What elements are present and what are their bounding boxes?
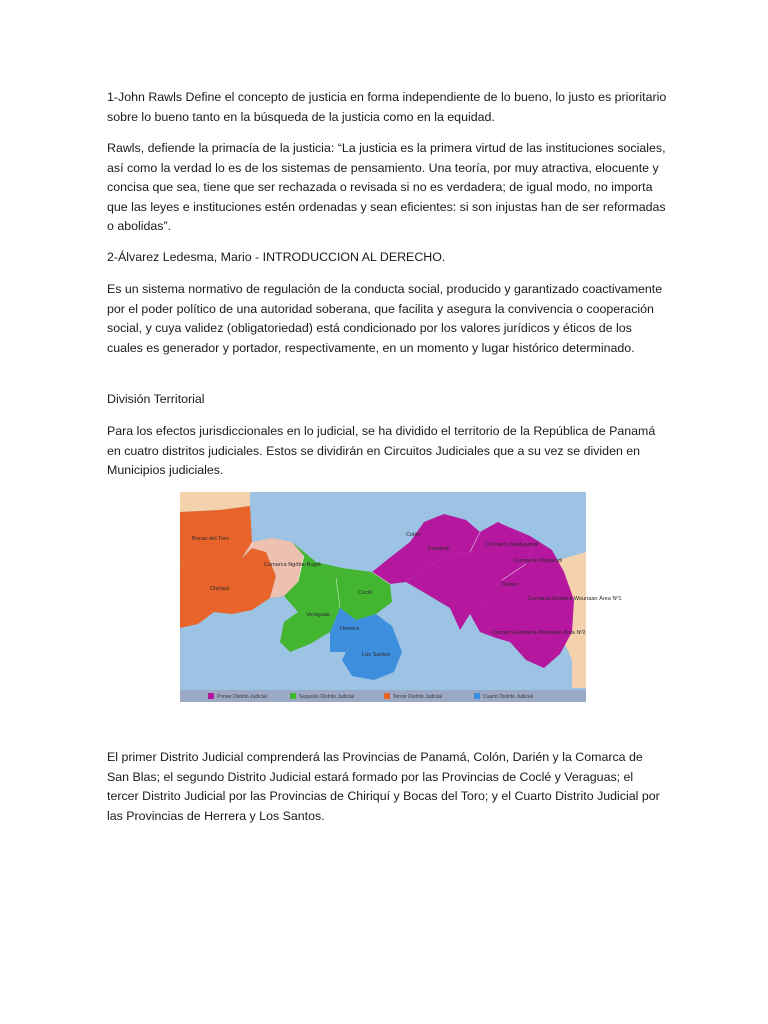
legend-label-primer: Primer Distrito Judicial	[217, 694, 267, 700]
paragraph-text: El primer Distrito Judicial comprenderá las Provincias de Panamá, Colón, Darién y la Comarca de San Blas; el segundo Distrito Judicial estará formado por las Provincias de Coclé y Veraguas; el tercer Distrito Judicial por las Provincias de Chiriquí y Bocas del Toro; y el Cuarto Distrito Judicial por las Provincias de Herrera y Los Santos.	[107, 750, 660, 823]
paragraph-text: 2-Álvarez Ledesma, Mario - INTRODUCCION AL DERECHO.	[107, 250, 446, 264]
paragraph-rawls-definition	[107, 88, 667, 127]
heading-text: División Territorial	[107, 392, 205, 406]
legend-swatch-cuarto	[474, 693, 480, 699]
map-label-panama: Panamá	[428, 546, 449, 552]
map-label-bocas: Bocas del Toro	[192, 536, 229, 542]
map-label-los-santos: Los Santos	[362, 652, 390, 658]
map-label-darien: Darién	[502, 582, 519, 588]
paragraph-alvarez-definition	[107, 280, 667, 358]
legend-swatch-segundo	[290, 693, 296, 699]
island-dot	[425, 553, 431, 559]
paragraph-rawls-quote	[107, 139, 667, 237]
legend-label-segundo: Segundo Distrito Judicial	[299, 694, 355, 700]
panama-judicial-districts-map	[180, 492, 622, 702]
map-label-embera-2: Comarca Emberá-Wounaan Área Nº2	[492, 630, 586, 636]
paragraph-text: Es un sistema normativo de regulación de la conducta social, producido y garantizado coactivamente por el poder político de una autoridad soberana, que facilita y asegura la convivencia o cooperación social, y cuya validez (obligatoriedad) está condicionado por los valores jurídicos y éticos de los cuales es generador y portador, respectivamente, en un momento y lugar histórico determinado.	[107, 282, 663, 355]
map-svg	[180, 492, 622, 702]
paragraph-jurisdiction-intro	[107, 422, 667, 481]
map-label-cocle: Coclé	[358, 590, 373, 596]
section-heading-division-territorial	[107, 390, 667, 410]
paragraph-alvarez-heading	[107, 248, 667, 268]
map-label-ngobe: Comarca Ngöbe-Buglé	[264, 562, 321, 568]
map-label-wargandi: Comarca Wargandí	[514, 558, 563, 564]
map-label-chiriqui: Chiriquí	[210, 586, 230, 592]
map-label-colon: Colón	[406, 532, 421, 538]
legend-label-cuarto: Cuarto Distrito Judicial	[483, 694, 534, 700]
paragraph-text: Rawls, defiende la primacía de la justicia: “La justicia es la primera virtud de las instituciones sociales, así como la verdad lo es de los sistemas de pensamiento. Una teoría, por muy atractiva, elocuente y concisa que sea, tiene que ser rechazada o revisada si no es verdadera; de igual modo, no importa que las leyes e instituciones estén ordenadas y sean eficientes: si son injustas han de ser reformadas o abolidas”.	[107, 141, 666, 233]
map-label-herrera: Herrera	[340, 626, 359, 632]
island-dot	[440, 562, 444, 566]
legend-swatch-tercer	[384, 693, 390, 699]
legend-label-tercer: Tercer Distrito Judicial	[393, 694, 442, 700]
paragraph-text: 1-John Rawls Define el concepto de justicia en forma independiente de lo bueno, lo justo es prioritario sobre lo bueno tanto en la búsqueda de la justicia como en la equidad.	[107, 90, 667, 124]
map-label-embera-1: Comarca Emberá-Wounaan Área Nº1	[528, 596, 622, 602]
legend-swatch-primer	[208, 693, 214, 699]
paragraph-districts-description	[107, 748, 667, 826]
map-label-veraguas: Veraguas	[306, 612, 330, 618]
paragraph-text: Para los efectos jurisdiccionales en lo judicial, se ha dividido el territorio de la República de Panamá en cuatro distritos judiciales. Estos se dividirán en Circuitos Judiciales que a su vez se dividen en Municipios judiciales.	[107, 424, 656, 477]
map-label-madugandi: Comarca Madugandí	[486, 542, 539, 548]
